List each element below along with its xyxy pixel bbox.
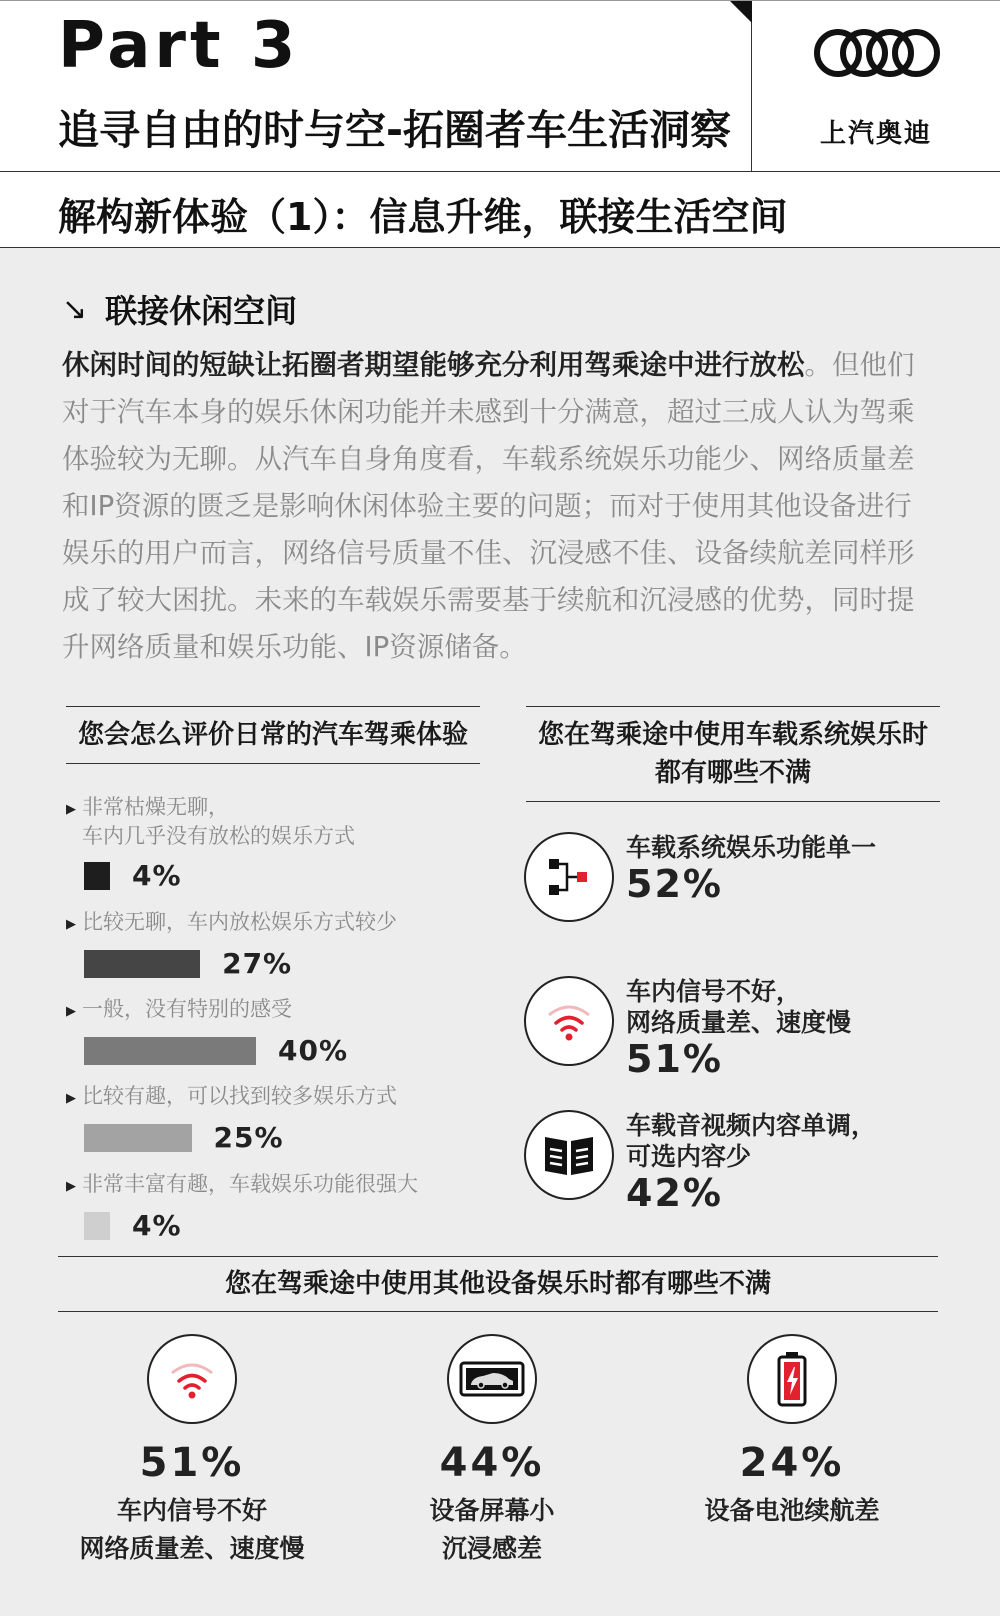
triangle-bullet-icon: ▶ <box>66 802 76 817</box>
wifi-icon <box>524 976 614 1066</box>
brand-logo-area <box>752 1 1000 171</box>
rating-label-line: 非常丰富有趣，车载娱乐功能很强大 <box>82 1172 418 1196</box>
rating-item <box>66 908 506 980</box>
rating-label <box>66 793 506 851</box>
issue-value: 42% <box>626 1171 723 1215</box>
rating-label-line: 比较无聊，车内放松娱乐方式较少 <box>82 910 397 934</box>
page-header <box>0 0 1000 172</box>
rating-item <box>66 1082 506 1154</box>
arrow-down-right-icon: ↘ <box>62 291 88 327</box>
device-issue-value: 51% <box>139 1440 245 1486</box>
rating-row <box>84 859 506 892</box>
device-issue <box>42 1334 342 1568</box>
rating-bar <box>84 1212 110 1240</box>
issue-value: 51% <box>626 1037 723 1081</box>
device-issue <box>342 1334 642 1568</box>
corner-notch <box>730 1 752 23</box>
rating-bar <box>84 1037 256 1065</box>
rating-bar <box>84 950 200 978</box>
rating-bar <box>84 862 110 890</box>
rating-bar <box>84 1124 192 1152</box>
page-title: 追寻自由的时与空-拓圈者车生活洞察 <box>58 106 732 154</box>
rating-item <box>66 1170 506 1242</box>
rating-panel-title: 您会怎么评价日常的汽车驾乘体验 <box>66 706 480 764</box>
rating-value: 4% <box>132 859 182 892</box>
device-issue-label: 车内信号不好 网络质量差、速度慢 <box>79 1496 305 1563</box>
rating-label <box>66 995 506 1026</box>
in-car-issue <box>524 1110 964 1215</box>
part-label: Part 3 <box>58 9 300 83</box>
rating-item <box>66 995 506 1067</box>
triangle-bullet-icon: ▶ <box>66 1004 76 1019</box>
section-heading <box>62 286 297 332</box>
intro-paragraph <box>62 342 922 671</box>
issue-text <box>626 1110 966 1214</box>
section-heading-text: 联接休闲空间 <box>105 292 298 330</box>
in-car-issues-title: 您在驾乘途中使用车载系统娱乐时都有哪些不满 <box>526 706 940 802</box>
rating-label-line: 比较有趣，可以找到较多娱乐方式 <box>82 1084 397 1108</box>
subheader-title: 解构新体验（1）：信息升维，联接生活空间 <box>58 195 788 239</box>
wifi-icon <box>147 1334 237 1424</box>
rating-value: 25% <box>213 1121 284 1154</box>
in-car-issue <box>524 832 964 932</box>
device-issue-label: 设备屏幕小 沉浸感差 <box>429 1496 555 1563</box>
header-title-area <box>0 1 752 171</box>
issue-label: 车载系统娱乐功能单一 <box>626 833 877 862</box>
rating-label-line: 一般，没有特别的感受 <box>82 997 292 1021</box>
rating-label-line: 车内几乎没有放松的娱乐方式 <box>82 824 355 848</box>
audi-rings-logo <box>812 27 942 79</box>
issue-label: 车载音视频内容单调， 可选内容少 <box>626 1111 877 1171</box>
rating-row <box>84 947 506 980</box>
device-issues-title: 您在驾乘途中使用其他设备娱乐时都有哪些不满 <box>58 1256 938 1312</box>
rating-item <box>66 793 506 892</box>
issue-text <box>626 832 966 905</box>
rating-label <box>66 1170 506 1201</box>
rating-label <box>66 1082 506 1113</box>
triangle-bullet-icon: ▶ <box>66 1179 76 1194</box>
rating-row <box>84 1034 506 1067</box>
brand-name: 上汽奥迪 <box>819 119 932 149</box>
rating-value: 40% <box>278 1034 349 1067</box>
rating-value: 27% <box>222 947 293 980</box>
device-issue-value: 24% <box>739 1440 845 1486</box>
intro-body: 。但他们对于汽车本身的娱乐休闲功能并未感到十分满意，超过三成人认为驾乘体验较为无聊。从汽车自身角度看，车载系统娱乐功能少、网络质量差和IP资源的匮乏是影响休闲体验主要的问题；而对于使用其他设备进行娱乐的用户而言，网络信号质量不佳、沉浸感不佳、设备续航差同样形成了较大困扰。未来的车载娱乐需要基于续航和沉浸感的优势，同时提升网络质量和娱乐功能、IP资源储备。 <box>62 349 915 663</box>
device-issue-value: 44% <box>439 1440 545 1486</box>
intro-lead: 休闲时间的短缺让拓圈者期望能够充分利用驾乘途中进行放松 <box>62 349 805 381</box>
rating-row <box>84 1209 506 1242</box>
rating-value: 4% <box>132 1209 182 1242</box>
issue-value: 52% <box>626 862 723 906</box>
rating-label <box>66 908 506 939</box>
rating-row <box>84 1121 506 1154</box>
device-issue <box>642 1334 942 1530</box>
triangle-bullet-icon: ▶ <box>66 917 76 932</box>
triangle-bullet-icon: ▶ <box>66 1091 76 1106</box>
issue-text <box>626 976 966 1080</box>
battery-icon <box>747 1334 837 1424</box>
screen-icon <box>447 1334 537 1424</box>
issue-label: 车内信号不好， 网络质量差、速度慢 <box>626 977 852 1037</box>
device-issue-label: 设备电池续航差 <box>704 1496 880 1525</box>
book-icon <box>524 1110 614 1200</box>
section-subheader <box>0 172 1000 248</box>
in-car-issue <box>524 976 964 1081</box>
rating-label-line: 非常枯燥无聊， <box>82 795 229 819</box>
flow-icon <box>524 832 614 922</box>
